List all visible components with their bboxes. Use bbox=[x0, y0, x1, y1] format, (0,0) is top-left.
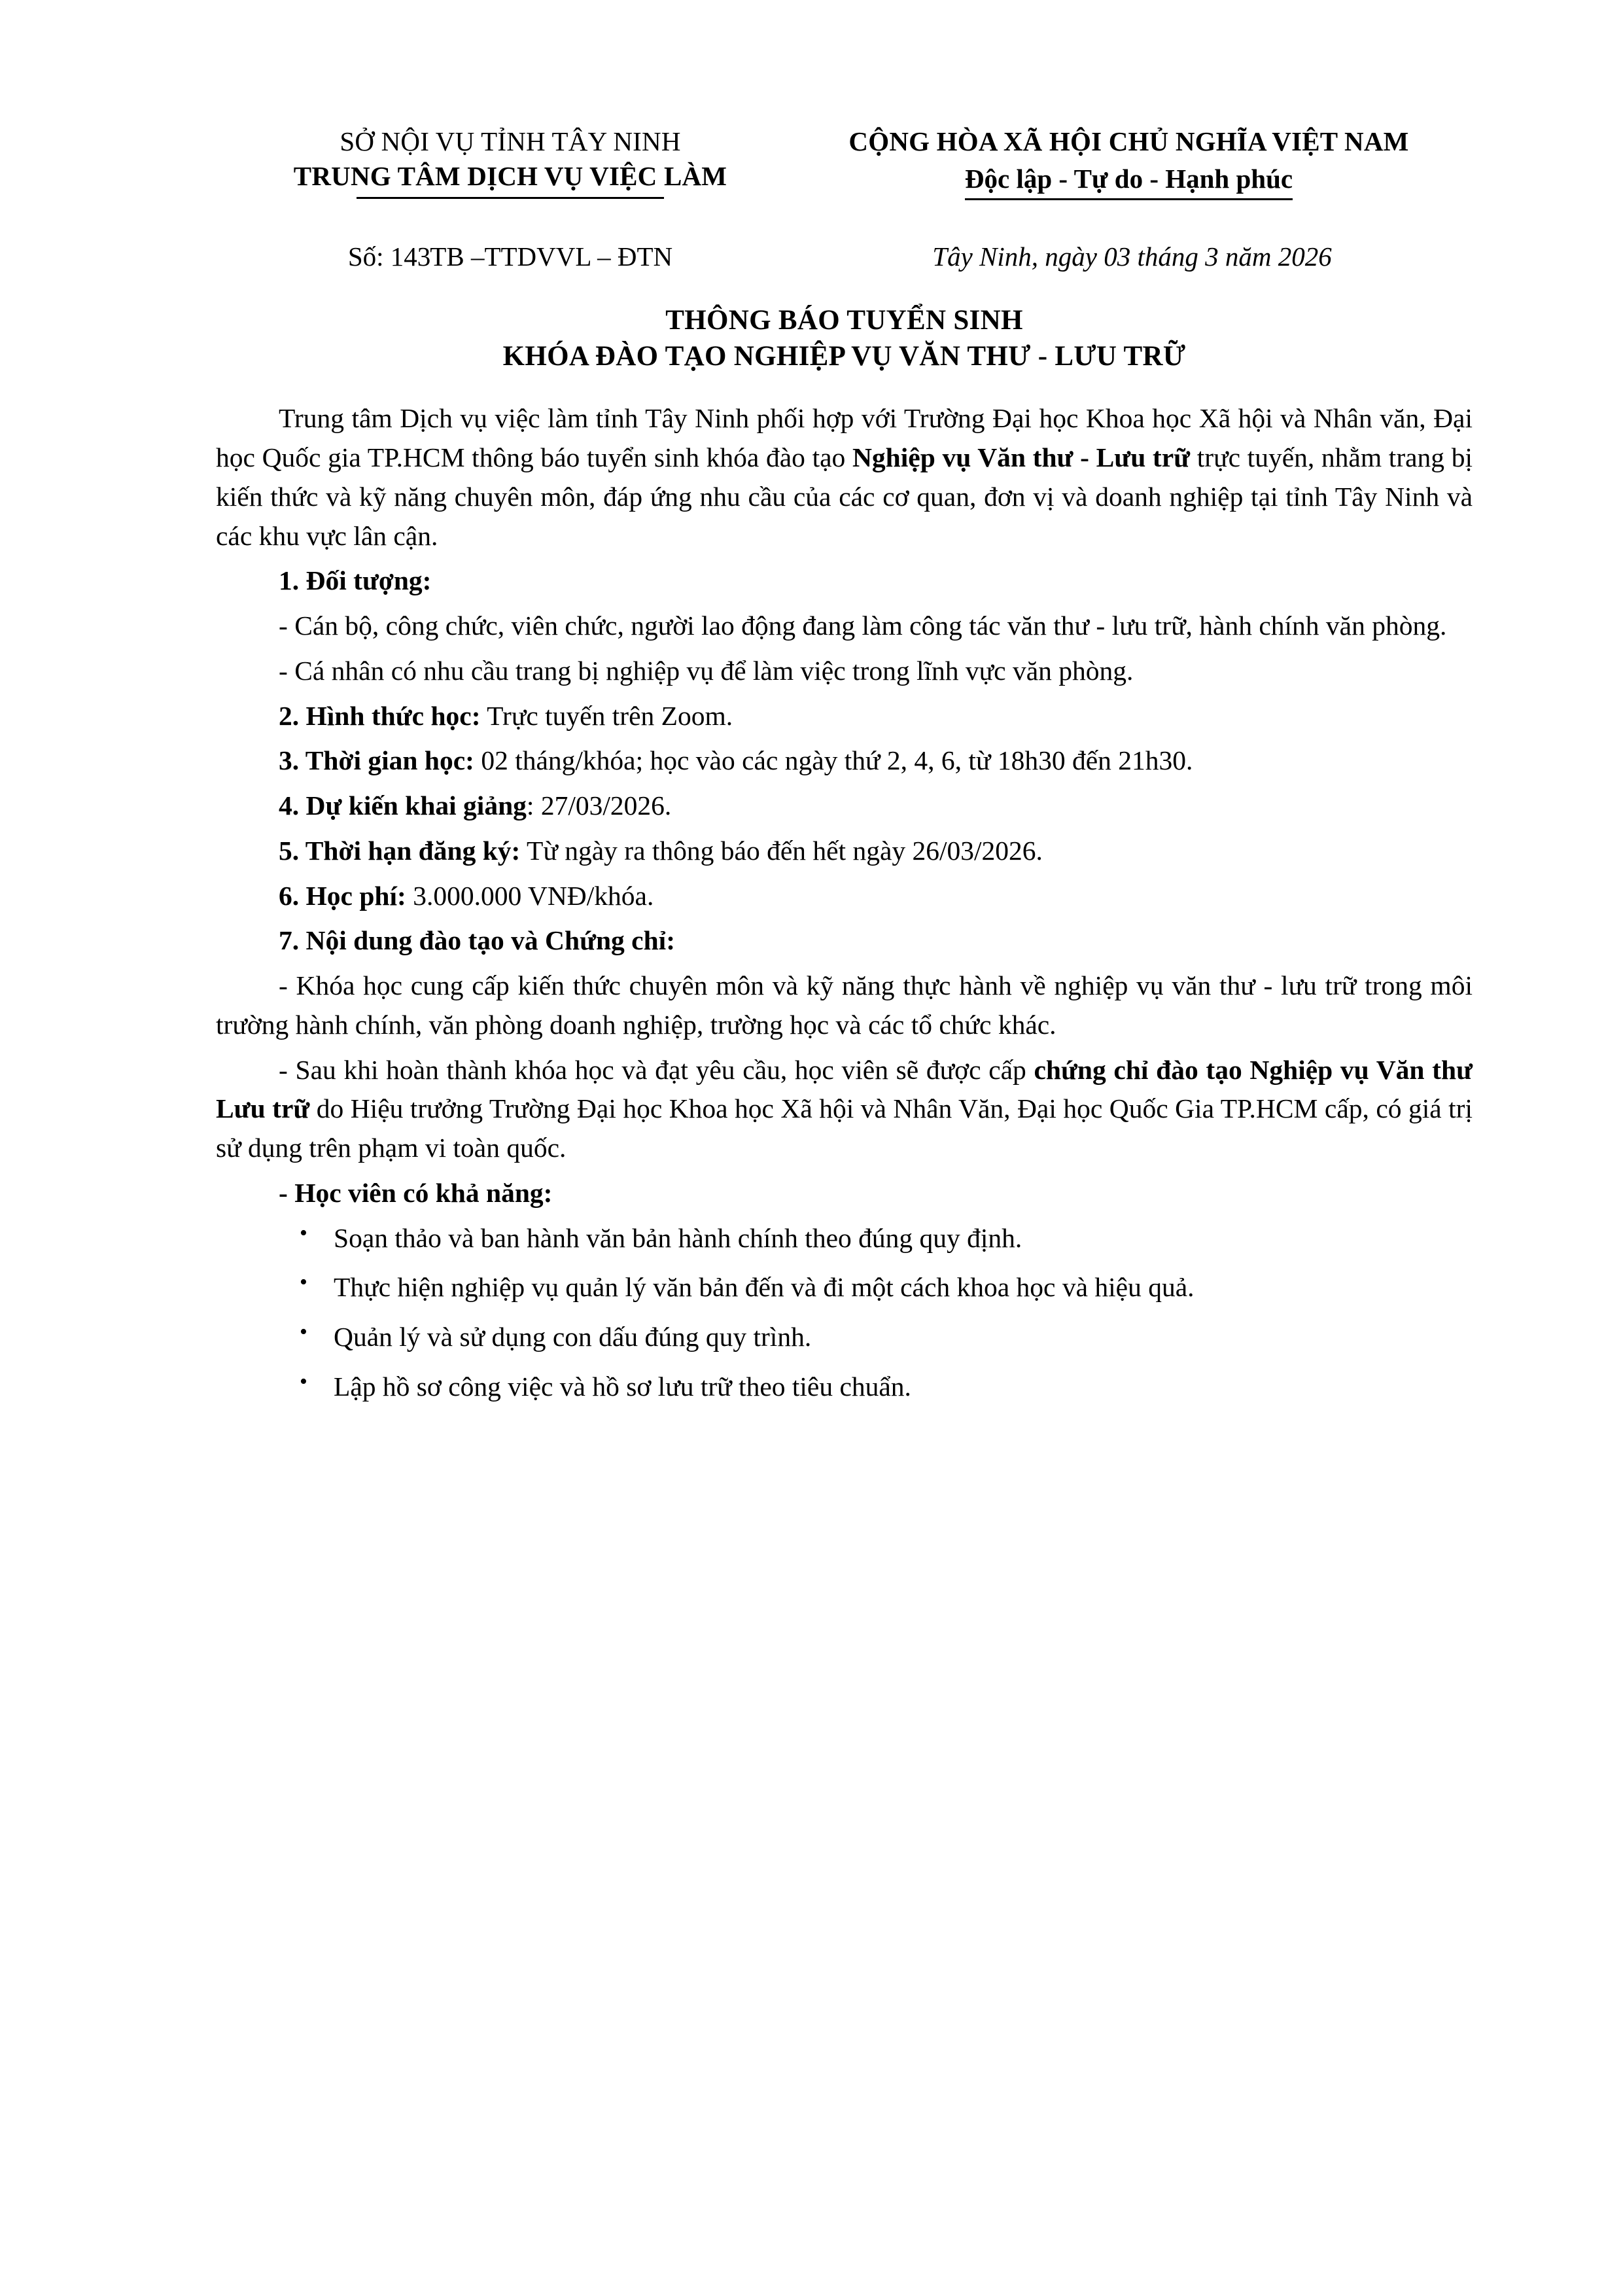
list-item: • Soạn thảo và ban hành văn bản hành chính theo đúng quy định. bbox=[334, 1219, 1473, 1258]
list-item: • Lập hồ sơ công việc và hồ sơ lưu trữ theo tiêu chuẩn. bbox=[334, 1368, 1473, 1407]
issue-date: Tây Ninh, ngày 03 tháng 3 năm 2026 bbox=[932, 241, 1332, 272]
center-name: TRUNG TÂM DỊCH VỤ VIỆC LÀM bbox=[293, 161, 727, 192]
section-6 bbox=[216, 877, 1473, 916]
abilities-list bbox=[216, 1219, 1473, 1407]
intro-part2: trực tuyến, nhằm trang bị kiến thức và kỹ năng chuyên môn, đáp ứng nhu cầu của các cơ quan, đơn vị và doanh nghiệp tại tỉnh Tây Ninh và các khu vực lân cận. bbox=[216, 442, 1473, 551]
section-5 bbox=[216, 832, 1473, 871]
national-motto: Độc lập - Tự do - Hạnh phúc bbox=[965, 161, 1293, 200]
section-3-heading: 3. Thời gian học: bbox=[279, 745, 474, 776]
section-3 bbox=[216, 741, 1473, 781]
section-3-text: 02 tháng/khóa; học vào các ngày thứ 2, 4, 6, từ 18h30 đến 21h30. bbox=[474, 745, 1193, 776]
section-4-heading: 4. Dự kiến khai giảng bbox=[279, 790, 527, 821]
document-subtitle: KHÓA ĐÀO TẠO NGHIỆP VỤ VĂN THƯ - LƯU TRỮ bbox=[502, 341, 1186, 372]
department-name: SỞ NỘI VỤ TỈNH TÂY NINH bbox=[340, 126, 681, 156]
section-1-heading bbox=[216, 561, 1473, 601]
section-7-item-2-part1: - Sau khi hoàn thành khóa học và đạt yêu cầu, học viên sẽ được cấp bbox=[279, 1054, 1034, 1085]
section-7-item-1: - Khóa học cung cấp kiến thức chuyên môn và kỹ năng thực hành về nghiệp vụ văn thư - lưu trữ trong môi trường hành chính, văn phòng doanh nghiệp, trường học và các tổ chức khác. bbox=[216, 970, 1473, 1040]
section-6-heading: 6. Học phí: bbox=[279, 880, 406, 911]
intro-paragraph bbox=[216, 399, 1473, 556]
section-2-heading: 2. Hình thức học: bbox=[279, 700, 481, 731]
header-divider-left bbox=[357, 197, 664, 199]
section-4-text: : 27/03/2026. bbox=[526, 790, 672, 821]
section-1-heading-text: 1. Đối tượng: bbox=[279, 565, 432, 596]
section-7-item-2 bbox=[216, 1051, 1473, 1168]
document-number-row bbox=[216, 241, 1473, 272]
section-1-item-1: - Cán bộ, công chức, viên chức, người lao động đang làm công tác văn thư - lưu trữ, hành chính văn phòng. bbox=[279, 610, 1447, 641]
document-number-value: 3 bbox=[417, 241, 430, 272]
country-name: CỘNG HÒA XÃ HỘI CHỦ NGHĨA VIỆT NAM bbox=[848, 126, 1409, 156]
document-header bbox=[216, 124, 1473, 200]
intro-part1: Trung tâm Dịch vụ việc làm tỉnh Tây Ninh phối hợp với Trường Đại học Khoa học Xã hội và Nhân văn, Đại học Quốc gia TP.HCM thông báo tuyển sinh khóa đào tạo bbox=[216, 403, 1473, 473]
abilities-heading bbox=[216, 1174, 1473, 1213]
section-4 bbox=[216, 786, 1473, 826]
intro-course-name: Nghiệp vụ Văn thư - Lưu trữ bbox=[852, 442, 1191, 473]
abilities-heading-text: - Học viên có khả năng: bbox=[279, 1177, 553, 1208]
section-2 bbox=[216, 697, 1473, 736]
certificate-name: chứng chỉ đào tạo Nghiệp vụ Văn thư Lưu trữ bbox=[216, 1054, 1473, 1124]
section-5-heading: 5. Thời hạn đăng ký: bbox=[279, 835, 521, 866]
national-heading-block bbox=[798, 124, 1473, 200]
list-item: • Quản lý và sử dụng con dấu đúng quy trình. bbox=[334, 1318, 1473, 1357]
section-7-heading-text: 7. Nội dung đào tạo và Chứng chỉ: bbox=[279, 925, 676, 956]
document-title: THÔNG BÁO TUYỂN SINH bbox=[665, 305, 1023, 336]
section-5-text: Từ ngày ra thông báo đến hết ngày 26/03/2026. bbox=[520, 835, 1043, 866]
section-7-item-2-part2: do Hiệu trưởng Trường Đại học Khoa học Xã hội và Nhân Văn, Đại học Quốc Gia TP.HCM cấp, có giá trị sử dụng trên phạm vi toàn quốc. bbox=[216, 1093, 1473, 1163]
section-2-text: Trực tuyến trên Zoom. bbox=[480, 700, 733, 731]
section-6-text: 3.000.000 VNĐ/khóa. bbox=[406, 880, 654, 911]
section-1-item-2: - Cá nhân có nhu cầu trang bị nghiệp vụ để làm việc trong lĩnh vực văn phòng. bbox=[279, 655, 1134, 686]
document-body bbox=[216, 399, 1473, 1406]
list-item: • Thực hiện nghiệp vụ quản lý văn bản đến và đi một cách khoa học và hiệu quả. bbox=[334, 1268, 1473, 1307]
document-number bbox=[216, 241, 798, 272]
issuing-authority-block bbox=[216, 124, 798, 199]
document-number-label: Số: 14 bbox=[347, 241, 417, 272]
document-number-suffix: TB –TTDVVL – ĐTN bbox=[430, 241, 673, 272]
document-title-block bbox=[216, 302, 1473, 374]
section-7-heading bbox=[216, 921, 1473, 961]
